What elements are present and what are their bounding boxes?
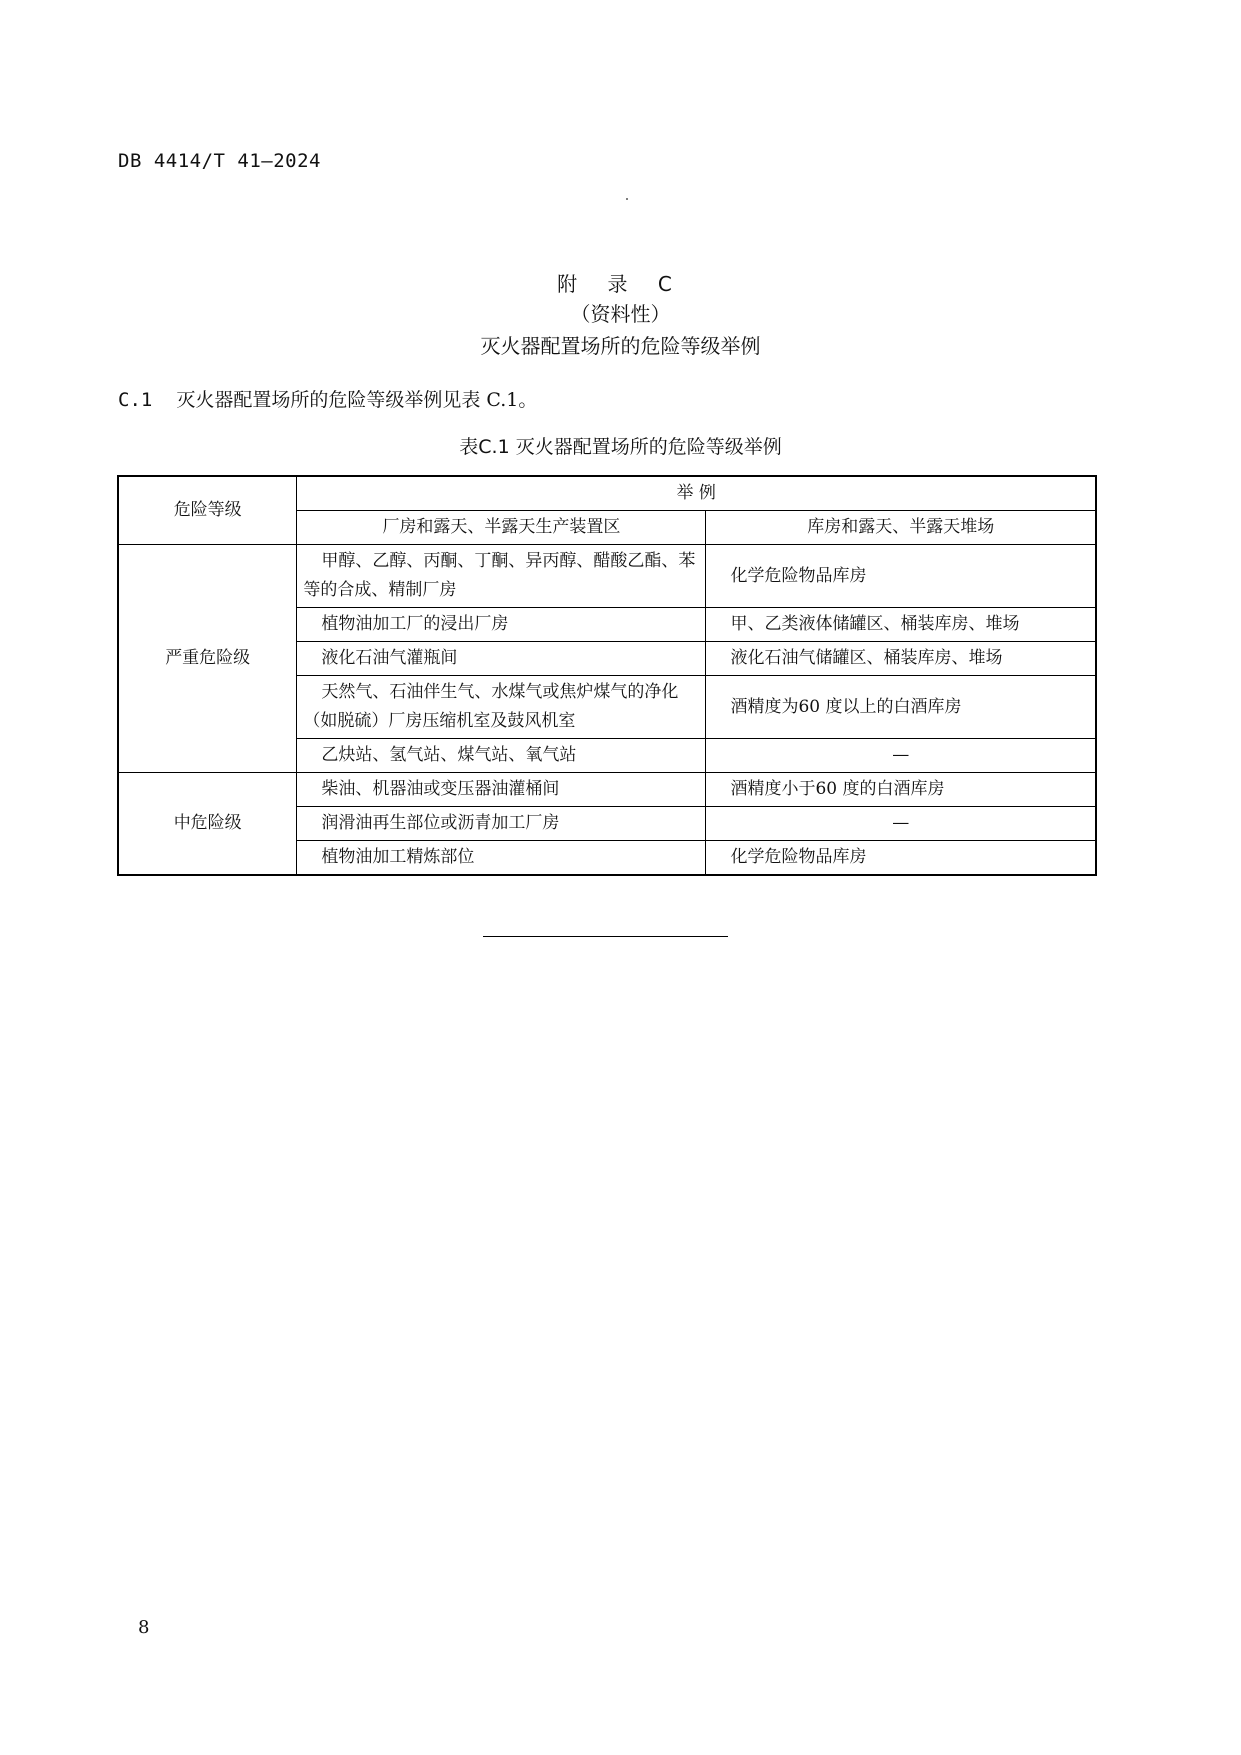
storage-cell: 酒精度小于60 度的白酒库房: [706, 773, 1096, 807]
page-number: 8: [138, 1617, 150, 1638]
storage-cell: —: [706, 807, 1096, 841]
storage-cell: —: [706, 739, 1096, 773]
document-code: DB 4414/T 41—2024: [118, 150, 321, 172]
storage-cell: 化学危险物品库房: [706, 545, 1096, 608]
production-cell: 植物油加工精炼部位: [297, 841, 706, 876]
appendix-title: 灭火器配置场所的危险等级举例: [480, 334, 761, 358]
table-header-row: [118, 476, 1096, 511]
production-cell: 甲醇、乙醇、丙酮、丁酮、异丙醇、醋酸乙酯、苯等的合成、精制厂房: [297, 545, 706, 608]
production-cell: 液化石油气灌瓶间: [297, 642, 706, 676]
storage-cell: 酒精度为60 度以上的白酒库房: [706, 676, 1096, 739]
clause-text: 灭火器配置场所的危险等级举例见表 C.1。: [176, 389, 538, 411]
storage-cell: 甲、乙类液体储罐区、桶装库房、堆场: [706, 608, 1096, 642]
appendix-type: （资料性）: [570, 302, 671, 326]
table-row: [118, 773, 1096, 807]
appendix-label: 附 录 C: [557, 272, 684, 296]
end-of-appendix-line: [483, 936, 728, 937]
clause-paragraph: [118, 385, 537, 412]
header-production-area: 厂房和露天、半露天生产装置区: [297, 511, 706, 545]
table-row: [118, 545, 1096, 608]
clause-number: C.1: [118, 389, 153, 411]
level-severe: 严重危险级: [118, 545, 297, 773]
production-cell: 润滑油再生部位或沥青加工厂房: [297, 807, 706, 841]
table-caption: 表C.1 灭火器配置场所的危险等级举例: [459, 436, 782, 458]
header-hazard-level: 危险等级: [118, 476, 297, 545]
storage-cell: 化学危险物品库房: [706, 841, 1096, 876]
header-examples: 举 例: [297, 476, 1096, 511]
header-storage-area: 库房和露天、半露天堆场: [706, 511, 1096, 545]
level-medium: 中危险级: [118, 773, 297, 876]
production-cell: 乙炔站、氢气站、煤气站、氧气站: [297, 739, 706, 773]
production-cell: 植物油加工厂的浸出厂房: [297, 608, 706, 642]
storage-cell: 液化石油气储罐区、桶装库房、堆场: [706, 642, 1096, 676]
production-cell: 天然气、石油伴生气、水煤气或焦炉煤气的净化（如脱硫）厂房压缩机室及鼓风机室: [297, 676, 706, 739]
production-cell: 柴油、机器油或变压器油灌桶间: [297, 773, 706, 807]
hazard-level-table: [117, 475, 1097, 876]
decorative-dot: [626, 198, 628, 200]
